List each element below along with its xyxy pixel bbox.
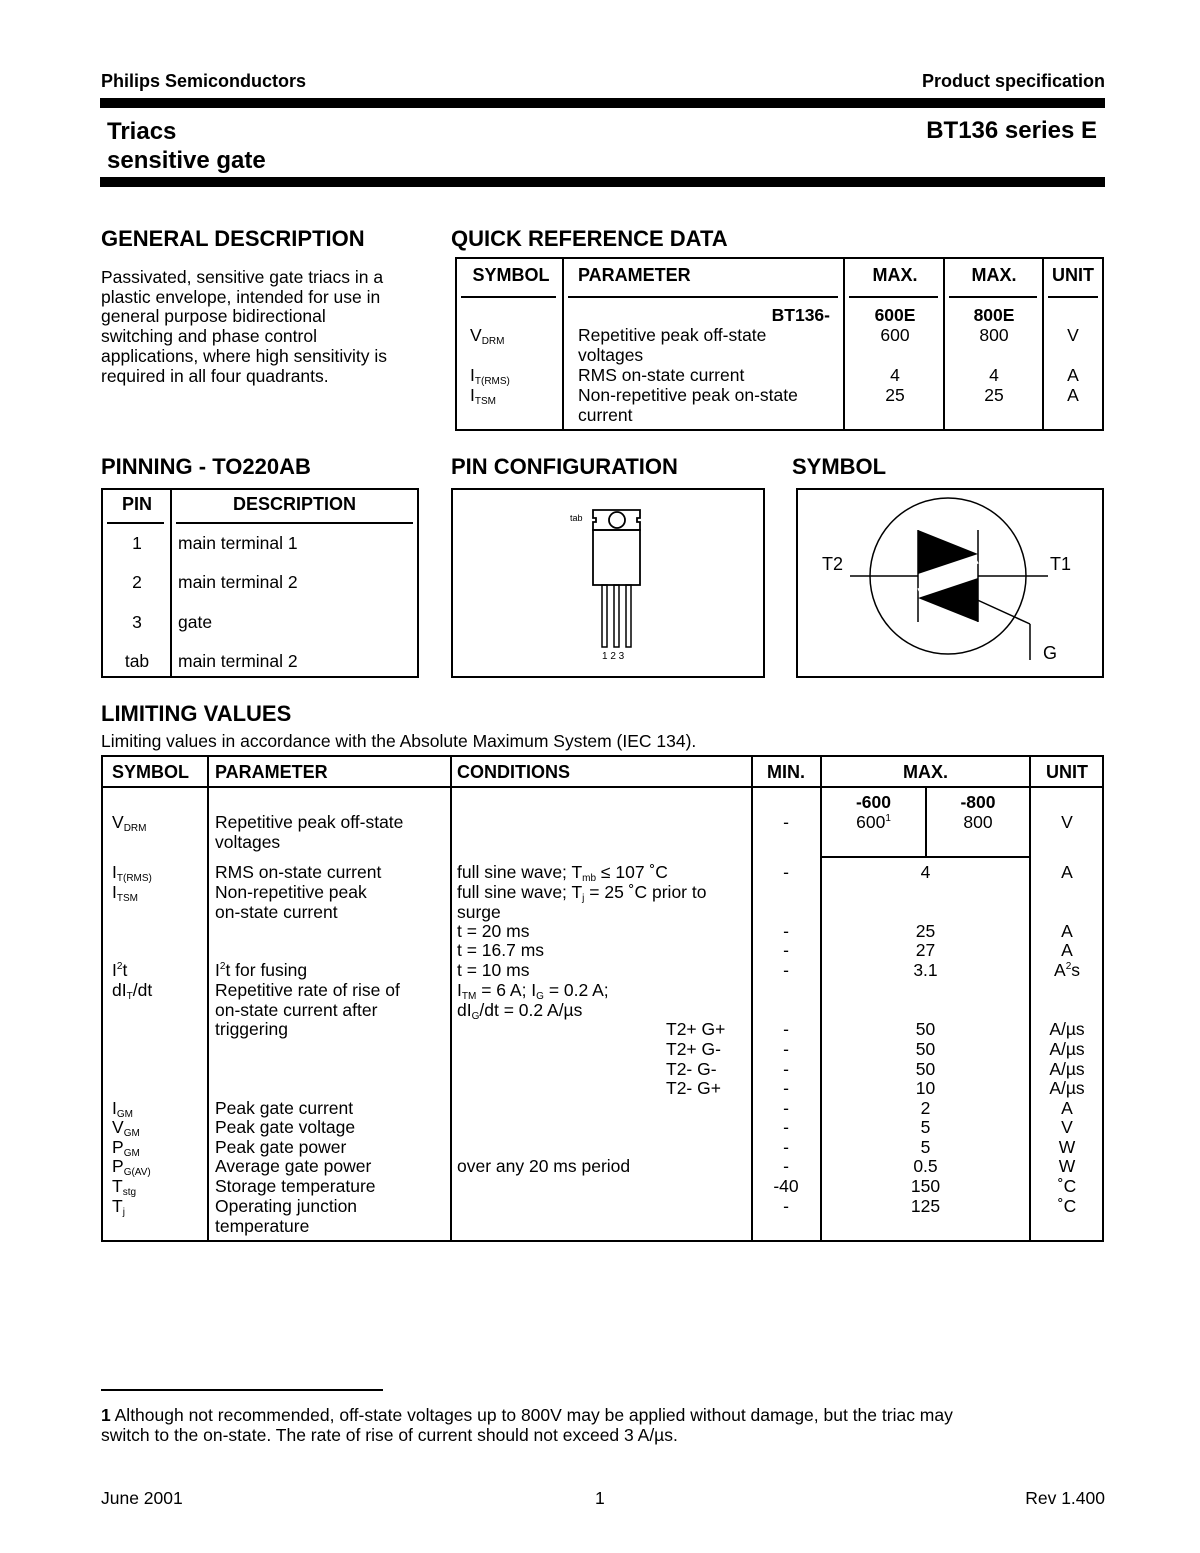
lv-symbol: $dI_T/dt$ xyxy=(112,980,153,1002)
qr-value: 4 xyxy=(989,365,999,385)
company-name: Philips Semiconductors xyxy=(101,71,307,91)
footnote-rule xyxy=(101,1389,383,1391)
qr-value: 800 xyxy=(979,325,1009,345)
pin-number: 2 xyxy=(132,572,142,592)
lv-min: - xyxy=(783,921,789,941)
lv-unit: W xyxy=(1058,1137,1076,1157)
title-line-1: Triacs xyxy=(107,118,177,145)
qr-header-rule xyxy=(568,296,838,298)
lv-param: temperature xyxy=(215,1216,310,1236)
lv-condition: full sine wave; $T_{mb} \le 107$ ˚C xyxy=(457,862,668,884)
lv-param: Non-repetitive peak xyxy=(215,882,367,902)
lv-unit: A xyxy=(1061,940,1073,960)
lv-max: 150 xyxy=(910,1176,941,1196)
footer-revision: Rev 1.400 xyxy=(1025,1488,1105,1508)
qr-symbol-vdrm: $V_{DRM}$ xyxy=(470,325,505,347)
qr-header-rule xyxy=(1048,296,1098,298)
lv-min: -40 xyxy=(773,1176,799,1196)
lv-max: 4 xyxy=(920,862,931,882)
qr-param: current xyxy=(578,405,633,425)
lv-unit: ˚C xyxy=(1057,1196,1077,1216)
lv-param: Storage temperature xyxy=(215,1176,376,1196)
lv-symbol: $I_{GM}$ xyxy=(112,1098,133,1120)
qr-col-divider xyxy=(843,258,845,430)
lv-param: Operating junction xyxy=(215,1196,358,1216)
lv-col-divider xyxy=(207,756,209,1241)
lv-unit: V xyxy=(1061,812,1073,832)
lv-max: 5 xyxy=(920,1117,931,1137)
tab-label: tab xyxy=(570,513,583,523)
lead-numbers: 1 2 3 xyxy=(602,651,625,662)
qr-symbol-it-rms: $I_{T(RMS)}$ xyxy=(470,365,510,387)
lv-unit: A xyxy=(1061,1098,1073,1118)
gd-line: switching and phase control xyxy=(101,326,317,347)
qr-unit: A xyxy=(1067,385,1079,405)
lv-min: - xyxy=(783,812,789,832)
lv-col-conditions: CONDITIONS xyxy=(457,762,571,782)
footnote-ref: 1 xyxy=(885,813,891,824)
lv-symbol: $I_{T(RMS)}$ xyxy=(112,862,152,884)
lv-param: Repetitive peak off-state xyxy=(215,812,404,832)
document-type: Product specification xyxy=(921,71,1105,91)
lv-max: 27 xyxy=(915,940,936,960)
lv-unit: A/µs xyxy=(1049,1039,1085,1059)
lv-symbol: $P_{GM}$ xyxy=(112,1137,140,1159)
pin-description: gate xyxy=(178,612,213,632)
lv-param: triggering xyxy=(215,1019,288,1039)
lv-unit: A/µs xyxy=(1049,1059,1085,1079)
footnote-line-2: switch to the on-state. The rate of rise of current should not exceed 3 A/µs. xyxy=(101,1425,678,1445)
lv-symbol: $I_{TSM}$ xyxy=(112,882,138,904)
lv-unit: $A^2s$ xyxy=(1054,960,1080,980)
lv-unit: ˚C xyxy=(1057,1176,1077,1196)
general-description-text xyxy=(101,268,421,386)
lv-max-800: -800 xyxy=(960,792,996,812)
footer-date: June 2001 xyxy=(101,1488,183,1508)
lv-max: $600^1$ xyxy=(856,812,891,832)
lv-col-divider xyxy=(450,756,452,1241)
qr-col-parameter: PARAMETER xyxy=(578,265,691,285)
qr-value: 25 xyxy=(885,385,905,405)
lv-condition: full sine wave; $T_j = 25$ ˚C prior to xyxy=(457,882,707,904)
lv-min: - xyxy=(783,1137,789,1157)
qr-col-unit: UNIT xyxy=(1052,265,1094,285)
lv-unit: W xyxy=(1058,1156,1076,1176)
lv-unit: A xyxy=(1061,921,1073,941)
lv-max-600: -600 xyxy=(855,792,892,812)
qr-header-rule xyxy=(849,296,938,298)
lv-min: - xyxy=(783,1059,789,1079)
pin-col-description: DESCRIPTION xyxy=(232,494,356,514)
lv-min: - xyxy=(783,1156,789,1176)
qr-value: 25 xyxy=(984,385,1004,405)
pin-col-pin: PIN xyxy=(121,494,152,514)
lv-min: - xyxy=(783,1117,789,1137)
lv-min: - xyxy=(783,1078,789,1098)
lv-quadrant: T2- G+ xyxy=(666,1078,721,1098)
lv-max: 50 xyxy=(915,1019,936,1039)
lv-min: - xyxy=(783,862,789,882)
lv-param: on-state current xyxy=(215,902,338,922)
pin-header-rule xyxy=(176,522,413,524)
lv-max: 3.1 xyxy=(913,960,938,980)
qr-unit: V xyxy=(1067,325,1079,345)
qr-col-divider xyxy=(562,258,564,430)
pin-number: 3 xyxy=(132,612,142,632)
lv-param: Peak gate voltage xyxy=(215,1117,356,1137)
lv-param: $I^2t$ for fusing xyxy=(215,960,308,980)
lv-condition: t = 20 ms xyxy=(457,921,530,941)
lv-header-rule xyxy=(102,786,1103,788)
lv-param: on-state current after xyxy=(215,1000,378,1020)
lv-param: Peak gate power xyxy=(215,1137,347,1157)
lv-symbol: $V_{DRM}$ xyxy=(112,812,147,834)
gate-label: G xyxy=(1043,643,1058,663)
footer-page-number: 1 xyxy=(595,1488,605,1508)
lv-max: 50 xyxy=(915,1059,936,1079)
lv-max: 50 xyxy=(915,1039,936,1059)
qr-unit: A xyxy=(1067,365,1079,385)
lv-min: - xyxy=(783,1098,789,1118)
series-title: BT136 series E xyxy=(926,117,1097,144)
lv-unit: A/µs xyxy=(1049,1019,1085,1039)
gd-line: general purpose bidirectional xyxy=(101,306,326,327)
limiting-values-intro: Limiting values in accordance with the Absolute Maximum System (IEC 134). xyxy=(101,731,697,751)
lv-condition: $I_{TM} = 6$ A; $I_G = 0.2$ A; xyxy=(457,980,609,1002)
lv-min: - xyxy=(783,1196,789,1216)
footnote-line-1: 1 Although not recommended, off-state voltages up to 800V may be applied without damage, but the triac may xyxy=(101,1405,953,1425)
lv-quadrant: T2+ G+ xyxy=(666,1019,726,1039)
gd-line: plastic envelope, intended for use in xyxy=(101,286,381,307)
qr-value: 600 xyxy=(880,325,910,345)
lv-quadrant: T2- G- xyxy=(666,1059,717,1079)
to220-package-drawing xyxy=(560,500,660,670)
pinning-heading: PINNING - TO220AB xyxy=(101,454,311,479)
lv-symbol: $V_{GM}$ xyxy=(112,1117,140,1139)
pin-configuration-heading: PIN CONFIGURATION xyxy=(451,454,678,479)
lv-unit: V xyxy=(1061,1117,1073,1137)
qr-param: Repetitive peak off-state xyxy=(578,325,767,345)
qr-param: Non-repetitive peak on-state xyxy=(578,385,798,405)
lv-min: - xyxy=(783,1019,789,1039)
qr-type-800: 800E xyxy=(973,305,1015,325)
terminal-t1-label: T1 xyxy=(1050,554,1072,574)
qr-type-600: 600E xyxy=(874,305,916,325)
qr-symbol-itsm: $I_{TSM}$ xyxy=(470,385,496,407)
lv-condition: over any 20 ms period xyxy=(457,1156,631,1176)
terminal-t2-label: T2 xyxy=(822,554,844,574)
header-rule-top xyxy=(100,98,1105,108)
pin-description: main terminal 1 xyxy=(178,533,298,553)
lv-col-symbol: SYMBOL xyxy=(112,762,190,782)
lv-col-max: MAX. xyxy=(903,762,948,782)
quick-reference-heading: QUICK REFERENCE DATA xyxy=(451,226,728,251)
pin-number: tab xyxy=(124,651,150,671)
lv-min: - xyxy=(783,960,789,980)
pin-description: main terminal 2 xyxy=(178,572,298,592)
pin-description: main terminal 2 xyxy=(178,651,298,671)
gd-line: applications, where high sensitivity is xyxy=(101,345,387,366)
lv-condition: $dI_G/dt = 0.2$ A/µs xyxy=(457,1000,583,1022)
qr-param: voltages xyxy=(578,345,644,365)
lv-col-parameter: PARAMETER xyxy=(215,762,328,782)
lv-max: 125 xyxy=(910,1196,941,1216)
lv-max-sub-rule xyxy=(821,856,1029,858)
lv-col-unit: UNIT xyxy=(1046,762,1088,782)
qr-value: 4 xyxy=(890,365,900,385)
pin-number: 1 xyxy=(132,533,142,553)
lv-max: 2 xyxy=(920,1098,931,1118)
title-line-2: sensitive gate xyxy=(107,147,266,174)
lv-symbol: $P_{G(AV)}$ xyxy=(112,1156,151,1178)
lv-param: voltages xyxy=(215,832,281,852)
lv-max: 0.5 xyxy=(913,1156,938,1176)
pin-header-rule xyxy=(107,522,164,524)
qr-type-prefix: BT136- xyxy=(771,305,830,325)
lv-min: - xyxy=(783,940,789,960)
lv-param: Average gate power xyxy=(215,1156,372,1176)
symbol-heading: SYMBOL xyxy=(792,454,887,479)
lv-symbol: $I^2t$ xyxy=(112,960,128,980)
header-rule-bottom xyxy=(100,177,1105,187)
gd-line: required in all four quadrants. xyxy=(101,365,329,386)
lv-unit: A/µs xyxy=(1049,1078,1085,1098)
limiting-values-heading: LIMITING VALUES xyxy=(101,701,292,726)
lv-max: 25 xyxy=(915,921,936,941)
lv-param: Peak gate current xyxy=(215,1098,354,1118)
lv-max: 800 xyxy=(963,812,993,832)
qr-col-max-600: MAX. xyxy=(872,265,918,285)
qr-col-max-800: MAX. xyxy=(971,265,1017,285)
lv-param: RMS on-state current xyxy=(215,862,382,882)
qr-header-rule xyxy=(461,296,556,298)
lv-symbol: $T_{stg}$ xyxy=(112,1176,137,1198)
lv-symbol: $T_j$ xyxy=(112,1196,125,1218)
lv-param: Repetitive rate of rise of xyxy=(215,980,400,1000)
lv-condition: surge xyxy=(457,902,501,922)
lv-unit: A xyxy=(1061,862,1073,882)
qr-param: RMS on-state current xyxy=(578,365,745,385)
lv-condition: t = 16.7 ms xyxy=(457,940,545,960)
lv-col-min: MIN. xyxy=(767,762,805,782)
lv-quadrant: T2+ G- xyxy=(666,1039,721,1059)
lv-max: 10 xyxy=(915,1078,936,1098)
gd-line: Passivated, sensitive gate triacs in a xyxy=(101,267,384,287)
qr-col-symbol: SYMBOL xyxy=(472,265,550,285)
lv-min: - xyxy=(783,1039,789,1059)
general-description-heading: GENERAL DESCRIPTION xyxy=(101,226,365,251)
lv-condition: t = 10 ms xyxy=(457,960,530,980)
lv-max: 5 xyxy=(920,1137,931,1157)
qr-header-rule xyxy=(949,296,1037,298)
